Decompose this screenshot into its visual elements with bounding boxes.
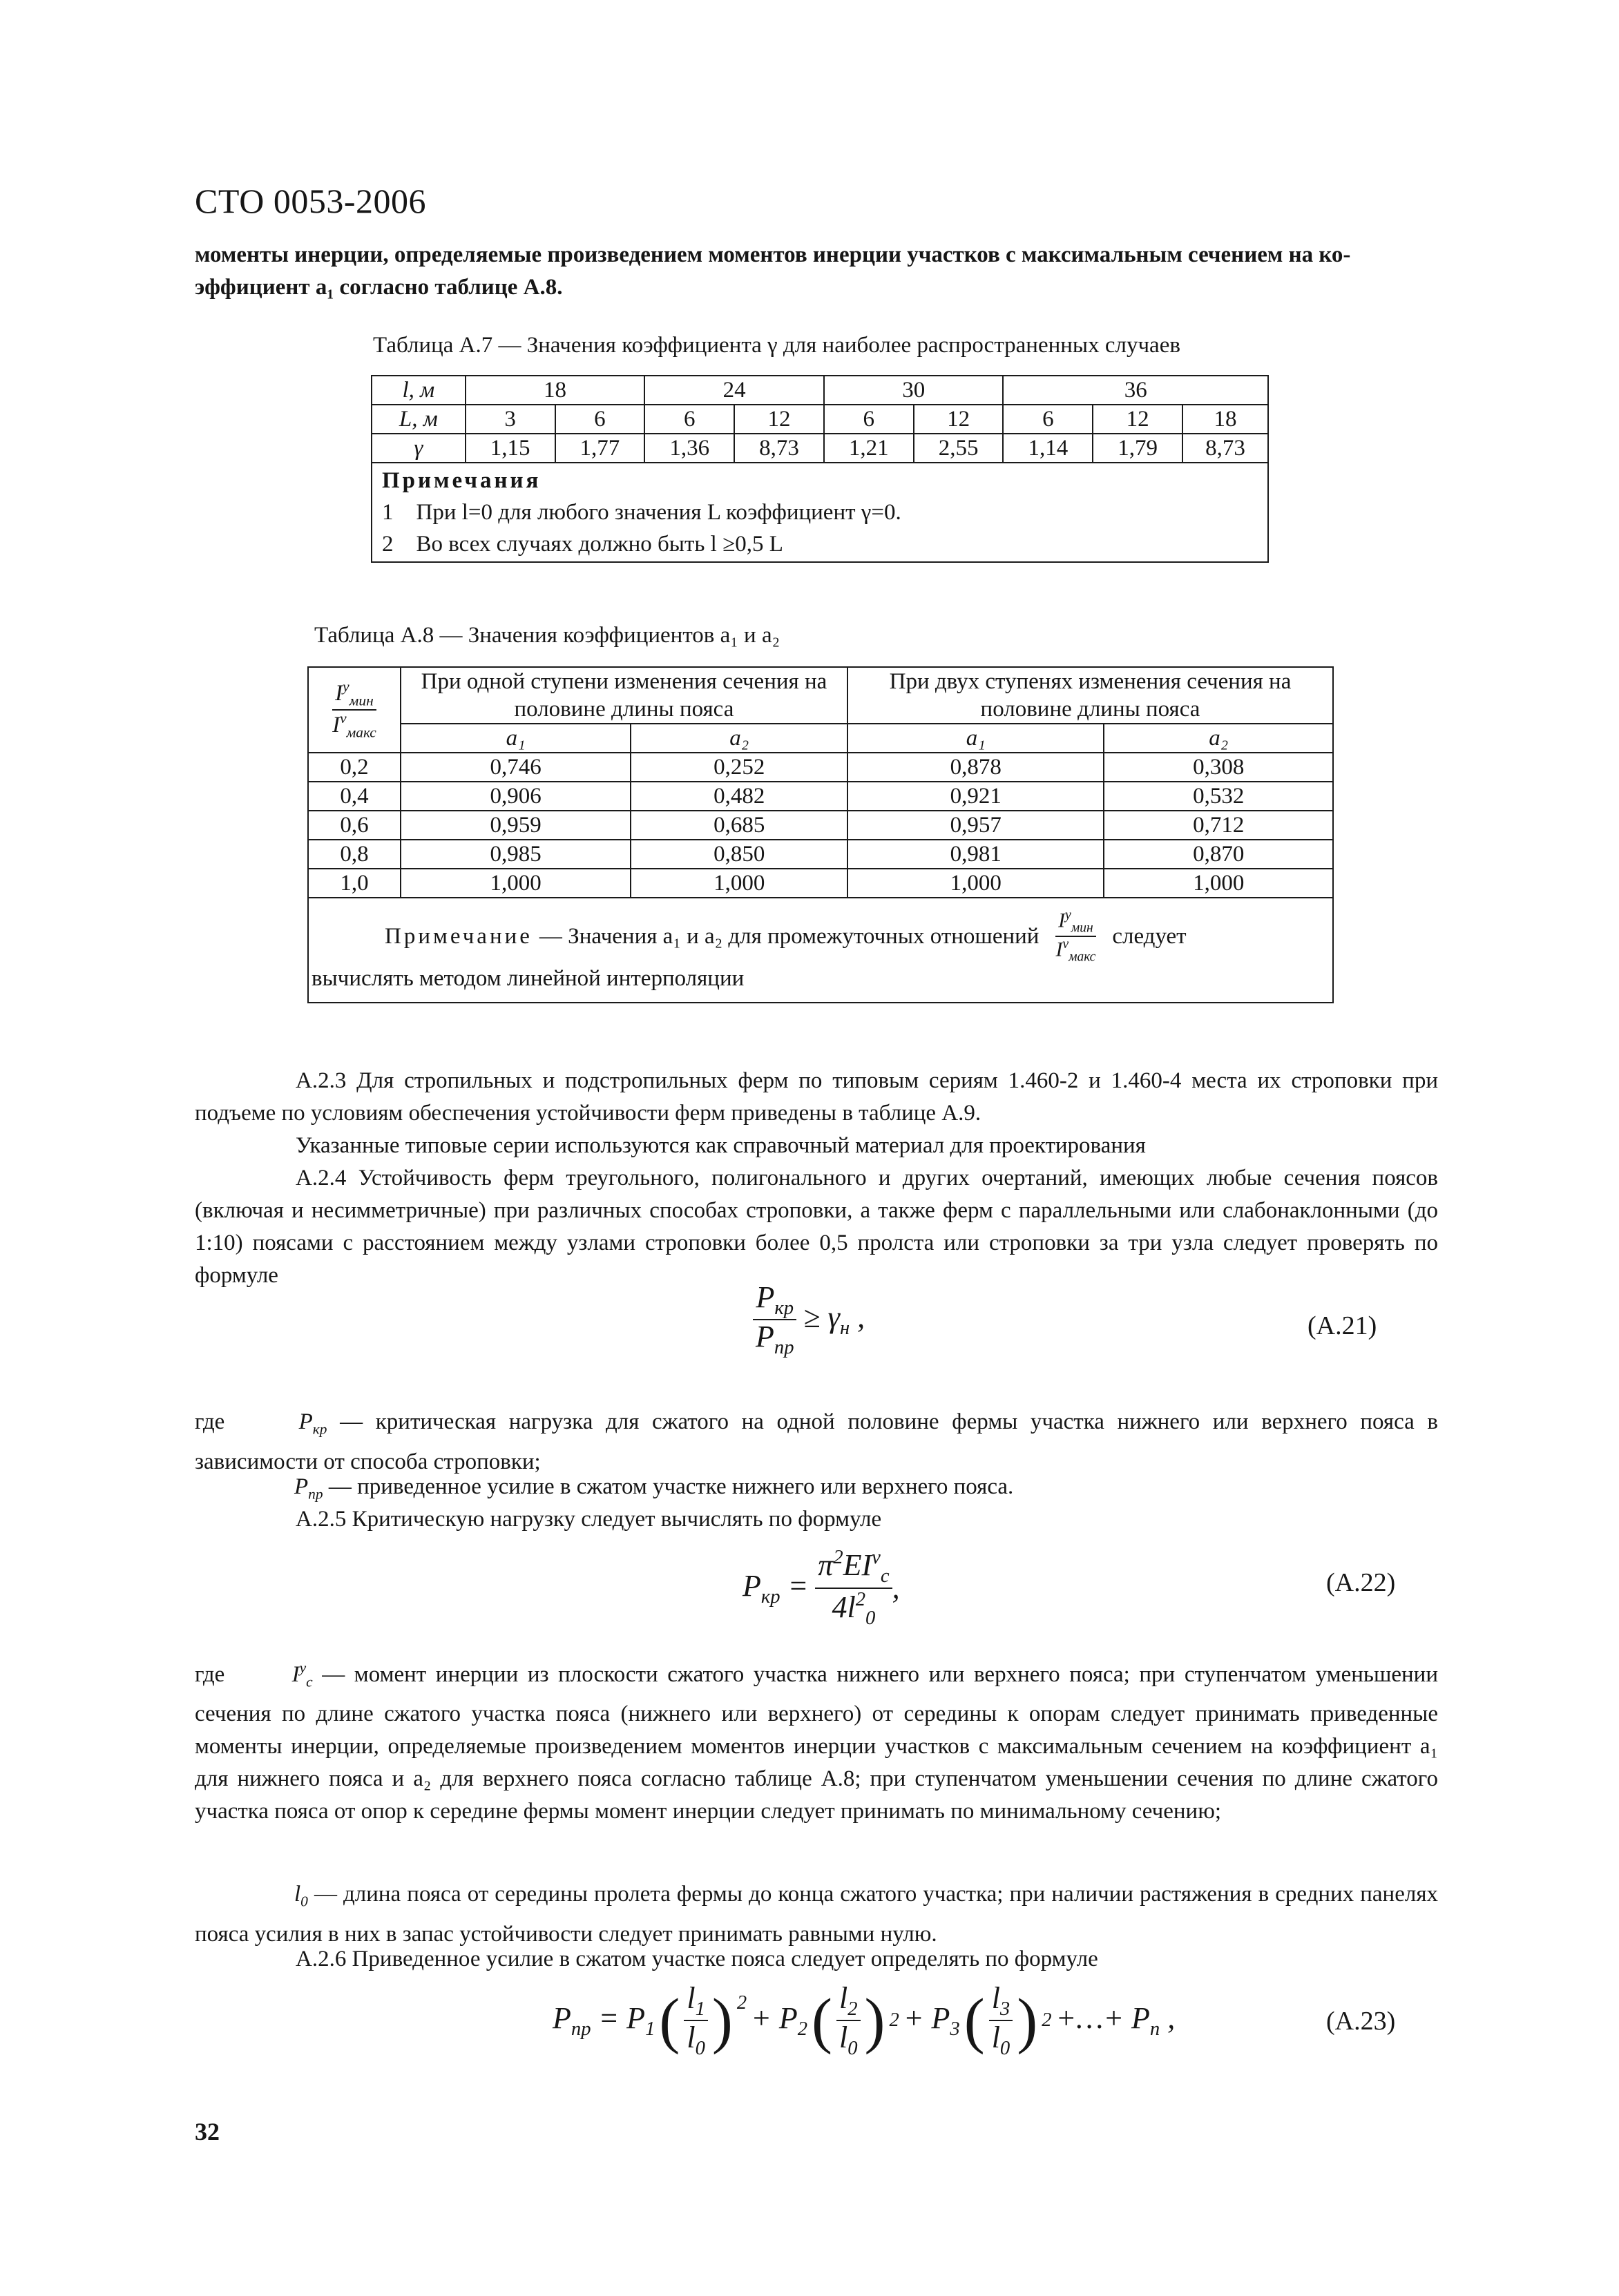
table-a7-row-l	[372, 376, 1268, 405]
paragraph-a24: А.2.4 Устойчивость ферм треугольного, полигонального и других очертаний, имеющих любые сечения поясов (включая и несимметричные) при различных способах строповки, а также ферм с параллельными или слабонаклонными (до 1:10) поясами с расстоянием между узлами строповки более 0,5 пролста или строповки за три узла следует проверять по формуле	[195, 1166, 1438, 1288]
note-prefix: Примечание	[385, 924, 533, 949]
table-a7-L-value: 6	[824, 405, 914, 434]
formula-a23: $P_{пр} = P_1$ ( $\frac{l_1}{l_0}$ ) 2 + $P_2$ ( $\frac{l_2}{l_0}$ ) 2 + $P_3$ ( $\frac{l_3}{l_0}$ ) 2 +…+ $P_n$ ,	[553, 1981, 1176, 2060]
table-a7-L-value: 3	[466, 405, 555, 434]
term-pkr: $P_{кр}$	[298, 1409, 327, 1438]
formula-a22: $P_{кр}$ = $\frac{\pi^2EI^v_c}{4l^2_0}$ ,	[743, 1547, 900, 1629]
ratio-fraction	[329, 679, 379, 741]
term-l0: $l_0$	[294, 1882, 308, 1910]
table-a7-L-value: 6	[644, 405, 734, 434]
note-ratio-den-I: I	[1055, 938, 1063, 961]
table-a7-l-value: 18	[466, 376, 645, 405]
table-a8-subheader: a₁	[401, 724, 631, 753]
table-cell: 0,921	[847, 782, 1104, 811]
table-a7-L-value: 6	[1003, 405, 1093, 434]
table-a8-note-line2: вычислять методом линейной интерполяции	[312, 965, 745, 991]
table-a7-L-value: 12	[1093, 405, 1182, 434]
definition-pkr-text: — критическая нагрузка для сжатого на одной половине фермы участка нижнего или верхнего пояса в зависимости от способа строповки;	[195, 1409, 1438, 1474]
table-cell: 1,000	[1104, 869, 1333, 898]
paragraph-a23: А.2.3 Для стропильных и подстропильных ферм по типовым сериям 1.460-2 и 1.460-4 места их строповки при подъеме по условиям обеспечения устойчивости ферм приведены в таблице А.9.	[195, 1068, 1438, 1126]
table-a7-L-value: 18	[1182, 405, 1268, 434]
table-cell: 0,870	[1104, 840, 1333, 869]
note-text: — Значения a₁ и a₂ для промежуточных отношений	[539, 924, 1040, 949]
intro-paragraph	[195, 239, 1438, 304]
table-a7-l-value: 30	[824, 376, 1004, 405]
table-a7-note-1: 1 При l=0 для любого значения L коэффициент γ=0.	[382, 500, 901, 525]
table-cell: 0,906	[401, 782, 631, 811]
formula-a22-fraction: $\frac{\pi^2EI^v_c}{4l^2_0}$	[815, 1547, 892, 1629]
definition-l0	[195, 1878, 1438, 1951]
table-a8-note	[308, 898, 1333, 1003]
table-a8-ratio-header	[308, 667, 401, 753]
table-a8-caption: Таблица А.8 — Значения коэффициентов a₁ и a₂	[314, 623, 780, 648]
equation-number-a21: (А.21)	[1307, 1311, 1377, 1340]
where-label: где	[195, 1661, 225, 1687]
table-cell: 0,308	[1104, 753, 1333, 782]
equation-number-a23: (А.23)	[1326, 2007, 1396, 2036]
paragraph-a26: А.2.6 Приведенное усилие в сжатом участке пояса следует определять по формуле	[296, 1947, 1098, 1971]
table-row	[308, 811, 1333, 840]
formula-a21-fraction: $\frac{P_{кр}}{P_{пр}}$	[753, 1281, 796, 1359]
table-a7	[371, 375, 1269, 563]
table-a8-group-2: При двух ступенях изменения сечения на половине длины пояса	[847, 667, 1333, 724]
ratio-num-sub: мин	[349, 692, 374, 709]
table-cell: 0,532	[1104, 782, 1333, 811]
table-a7-caption: Таблица А.7 — Значения коэффициента γ для наиболее распространенных случаев	[373, 333, 1180, 358]
ratio-den-sup: v	[340, 710, 347, 726]
table-a7-notes	[372, 463, 1268, 562]
definition-l0-text: — длина пояса от середины пролета фермы до конца сжатого участка; при наличии растяжения в средних панелях пояса усилия в них в запас устойчивости следует принимать равными нулю.	[195, 1882, 1438, 1947]
table-cell: 1,000	[847, 869, 1104, 898]
ratio-num-I: I	[335, 680, 343, 706]
table-a7-gamma-value: 1,36	[644, 434, 734, 463]
table-row	[308, 753, 1333, 782]
term-ppr: $P_{пр}$	[294, 1474, 323, 1503]
table-cell: 0,685	[631, 811, 847, 840]
table-row	[308, 840, 1333, 869]
table-a7-notes-title: Примечания	[382, 468, 542, 493]
equation-number-a22: (А.22)	[1326, 1568, 1396, 1597]
ratio-den-sub: макс	[346, 724, 376, 741]
note-ratio-num-I: I	[1058, 909, 1066, 932]
table-a7-gamma-value: 2,55	[914, 434, 1004, 463]
term-ic: $I^y_c$	[291, 1659, 313, 1690]
table-cell: 0,957	[847, 811, 1104, 840]
table-a7-gamma-value: 1,77	[555, 434, 645, 463]
note-ratio-num-sub: мин	[1071, 920, 1093, 936]
note-ratio-den-sup: v	[1062, 937, 1069, 952]
table-a7-gamma-label: γ	[372, 434, 466, 463]
table-cell: 0,8	[308, 840, 401, 869]
table-a8-note-row	[308, 898, 1333, 1003]
table-a7-row-gamma	[372, 434, 1268, 463]
note-ratio-num-sup: y	[1065, 908, 1071, 923]
note-ratio-den-sub: макс	[1069, 949, 1096, 965]
table-a8-subheader: a₁	[847, 724, 1104, 753]
paragraph-series: Указанные типовые серии используются как справочный материал для проектирования	[296, 1133, 1146, 1158]
table-cell: 0,850	[631, 840, 847, 869]
table-cell: 0,482	[631, 782, 847, 811]
note-suffix: следует	[1112, 924, 1187, 949]
note-ratio-fraction	[1053, 908, 1098, 965]
table-cell: 0,878	[847, 753, 1104, 782]
table-a7-gamma-value: 1,79	[1093, 434, 1182, 463]
definition-ic-text: — момент инерции из плоскости сжатого участка нижнего или верхнего пояса; при ступенчатом уменьшении сечения по длине сжатого участка пояса (нижнего или верхнего) от середины к опорам следует принимать приведенные моменты инерции, определяемые произведением моментов инерции участков с максимальным сечением на коэффициент a₁ для нижнего пояса и a₂ для верхнего пояса согласно таблице А.8; при ступенчатом уменьшении сечения по длине сжатого участка пояса от опор к середине фермы момент инерции следует принимать по минимальному сечению;	[195, 1661, 1438, 1824]
table-a8-subheader-row	[308, 724, 1333, 753]
table-cell: 0,985	[401, 840, 631, 869]
table-row	[308, 869, 1333, 898]
definition-ppr-text: — приведенное усилие в сжатом участке нижнего или верхнего пояса.	[328, 1474, 1014, 1499]
formula-a21: $\frac{P_{кр}}{P_{пр}}$ ≥ $\gamma_н$ ,	[753, 1281, 865, 1359]
table-cell: 1,0	[308, 869, 401, 898]
table-a7-notes-row	[372, 463, 1268, 562]
table-a7-L-value: 12	[734, 405, 824, 434]
intro-line-2: эффициент a₁ согласно таблице А.8.	[195, 275, 563, 300]
table-a8-subheader: a₂	[631, 724, 847, 753]
table-row	[308, 782, 1333, 811]
table-cell: 0,712	[1104, 811, 1333, 840]
ratio-den-I: I	[332, 712, 341, 737]
table-cell: 1,000	[631, 869, 847, 898]
table-a7-row-L	[372, 405, 1268, 434]
table-a7-gamma-value: 8,73	[734, 434, 824, 463]
table-a7-gamma-value: 1,21	[824, 434, 914, 463]
table-a7-gamma-value: 1,15	[466, 434, 555, 463]
table-a7-L-value: 6	[555, 405, 645, 434]
table-cell: 0,959	[401, 811, 631, 840]
table-a7-gamma-value: 8,73	[1182, 434, 1268, 463]
page-number: 32	[195, 2118, 220, 2145]
table-cell: 1,000	[401, 869, 631, 898]
table-cell: 0,2	[308, 753, 401, 782]
definition-pkr	[195, 1406, 1438, 1478]
definition-ic	[195, 1652, 1438, 1828]
paragraph-a25: А.2.5 Критическую нагрузку следует вычислять по формуле	[296, 1507, 882, 1532]
table-a8-header-row	[308, 667, 1333, 724]
table-cell: 0,746	[401, 753, 631, 782]
ratio-num-sup: y	[343, 678, 349, 695]
table-a7-gamma-value: 1,14	[1003, 434, 1093, 463]
table-cell: 0,981	[847, 840, 1104, 869]
table-a7-l-value: 24	[644, 376, 824, 405]
intro-line-1: моменты инерции, определяемые произведением моментов инерции участков с максимальным сечением на ко-	[195, 242, 1351, 267]
table-cell: 0,4	[308, 782, 401, 811]
table-a8	[307, 666, 1334, 1003]
where-label: где	[195, 1409, 225, 1434]
document-code: СТО 0053-2006	[195, 182, 426, 220]
table-cell: 0,252	[631, 753, 847, 782]
table-a8-group-1: При одной ступени изменения сечения на половине длины пояса	[401, 667, 847, 724]
table-a7-l-value: 36	[1003, 376, 1268, 405]
table-a8-subheader: a₂	[1104, 724, 1333, 753]
table-a8-note-line1	[312, 908, 1330, 965]
table-cell: 0,6	[308, 811, 401, 840]
table-a7-L-label: L, м	[372, 405, 466, 434]
table-a7-L-value: 12	[914, 405, 1004, 434]
table-a7-note-2: 2 Во всех случаях должно быть l ≥0,5 L	[382, 532, 783, 557]
table-a7-l-label: l, м	[372, 376, 466, 405]
